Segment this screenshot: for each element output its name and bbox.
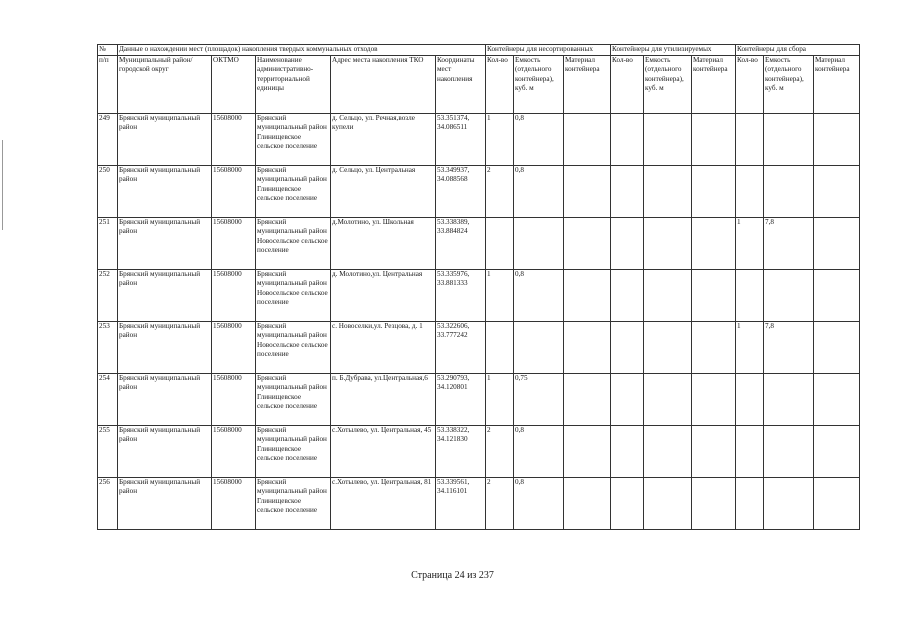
cell-recyclable-material: [692, 269, 736, 321]
cell-unsorted-material: [564, 113, 611, 165]
cell-collect-capacity: [764, 113, 814, 165]
cell-unsorted-capacity: 0,8: [514, 425, 564, 477]
cell-unsorted-count: 2: [486, 425, 514, 477]
cell-unsorted-material: [564, 269, 611, 321]
cell-territory: Брянский муниципальный район Новосельское сельское поселение: [256, 321, 331, 373]
cell-unsorted-capacity: [514, 321, 564, 373]
cell-oktmo: 15608000: [212, 269, 256, 321]
table-row: [98, 425, 860, 477]
cell-collect-count: [736, 113, 764, 165]
cell-territory: Брянский муниципальный район Глинищевское сельское поселение: [256, 113, 331, 165]
cell-collect-material: [814, 477, 860, 529]
cell-collect-material: [814, 373, 860, 425]
cell-recyclable-material: [692, 113, 736, 165]
cell-oktmo: 15608000: [212, 477, 256, 529]
cell-recyclable-capacity: [644, 321, 692, 373]
cell-oktmo: 15608000: [212, 113, 256, 165]
cell-recyclable-count: [611, 113, 644, 165]
cell-unsorted-capacity: 0,8: [514, 165, 564, 217]
table-row: [98, 477, 860, 529]
cell-address: п. Б.Дубрава, ул.Центральная,6: [331, 373, 436, 425]
cell-recyclable-material: [692, 477, 736, 529]
header-municipal: Муниципальный район/городской округ: [118, 55, 212, 113]
cell-number: 249: [98, 113, 118, 165]
header-recyclable-material: Материал контейнера: [692, 55, 736, 113]
cell-number: 256: [98, 477, 118, 529]
header-collect-count: Кол-во: [736, 55, 764, 113]
cell-coords: 53.290793, 34.120801: [436, 373, 486, 425]
cell-collect-capacity: [764, 165, 814, 217]
cell-unsorted-material: [564, 165, 611, 217]
cell-collect-capacity: [764, 477, 814, 529]
cell-recyclable-count: [611, 269, 644, 321]
cell-recyclable-count: [611, 425, 644, 477]
cell-collect-count: [736, 425, 764, 477]
cell-address: д.Молотино, ул. Школьная: [331, 217, 436, 269]
header-recyclable-capacity: Емкость (отдельного контейнера), куб. м: [644, 55, 692, 113]
cell-coords: 53.339561, 34.116101: [436, 477, 486, 529]
cell-oktmo: 15608000: [212, 321, 256, 373]
cell-recyclable-capacity: [644, 217, 692, 269]
table-row: [98, 269, 860, 321]
header-unsorted-capacity: Емкость (отдельного контейнера), куб. м: [514, 55, 564, 113]
header-pn: п/п: [98, 55, 118, 113]
header-group-location: Данные о нахождении мест (площадок) накопления твердых коммунальных отходов: [118, 45, 486, 56]
header-group-recyclable: Контейнеры для утилизируемых: [611, 45, 736, 56]
cell-collect-capacity: [764, 425, 814, 477]
header-unsorted-count: Кол-во: [486, 55, 514, 113]
header-oktmo: ОКТМО: [212, 55, 256, 113]
cell-number: 253: [98, 321, 118, 373]
cell-unsorted-material: [564, 477, 611, 529]
cell-address: д. Сельцо, ул. Речная,возле купели: [331, 113, 436, 165]
cell-recyclable-material: [692, 217, 736, 269]
cell-unsorted-count: 1: [486, 113, 514, 165]
header-row-groups: [98, 45, 860, 56]
header-unsorted-material: Материал контейнера: [564, 55, 611, 113]
cell-recyclable-capacity: [644, 269, 692, 321]
header-group-unsorted: Контейнеры для несортированных: [486, 45, 611, 56]
header-recyclable-count: Кол-во: [611, 55, 644, 113]
header-coords: Координаты мест накопления: [436, 55, 486, 113]
cell-address: д. Сельцо, ул. Центральная: [331, 165, 436, 217]
header-collect-capacity: Емкость (отдельного контейнера), куб. м: [764, 55, 814, 113]
waste-sites-table: [97, 44, 860, 530]
header-collect-material: Материал контейнера: [814, 55, 860, 113]
cell-number: 252: [98, 269, 118, 321]
cell-collect-count: [736, 477, 764, 529]
header-address: Адрес места накопления ТКО: [331, 55, 436, 113]
cell-collect-count: [736, 373, 764, 425]
cell-unsorted-count: [486, 321, 514, 373]
cell-collect-material: [814, 269, 860, 321]
cell-collect-count: [736, 269, 764, 321]
table-row: [98, 321, 860, 373]
cell-territory: Брянский муниципальный район Глинищевское сельское поселение: [256, 477, 331, 529]
cell-unsorted-capacity: [514, 217, 564, 269]
cell-unsorted-count: 2: [486, 477, 514, 529]
cell-recyclable-capacity: [644, 425, 692, 477]
cell-territory: Брянский муниципальный район Глинищевское сельское поселение: [256, 165, 331, 217]
cell-collect-capacity: 7,8: [764, 217, 814, 269]
cell-territory: Брянский муниципальный район Глинищевское сельское поселение: [256, 373, 331, 425]
cell-unsorted-capacity: 0,8: [514, 269, 564, 321]
scan-edge-line: [2, 140, 3, 230]
cell-unsorted-material: [564, 217, 611, 269]
cell-unsorted-material: [564, 321, 611, 373]
cell-unsorted-material: [564, 425, 611, 477]
cell-number: 255: [98, 425, 118, 477]
cell-coords: 53.351374, 34.086511: [436, 113, 486, 165]
cell-recyclable-capacity: [644, 477, 692, 529]
cell-address: с. Новоселки,ул. Резцова, д. 1: [331, 321, 436, 373]
cell-oktmo: 15608000: [212, 373, 256, 425]
cell-unsorted-count: 1: [486, 373, 514, 425]
cell-coords: 53.322606, 33.777242: [436, 321, 486, 373]
cell-coords: 53.335976, 33.881333: [436, 269, 486, 321]
cell-number: 254: [98, 373, 118, 425]
cell-unsorted-material: [564, 373, 611, 425]
header-row-columns: [98, 55, 860, 113]
cell-municipal: Брянский муниципальный район: [118, 217, 212, 269]
cell-collect-count: 1: [736, 217, 764, 269]
table-row: [98, 217, 860, 269]
cell-coords: 53.338322, 34.121830: [436, 425, 486, 477]
cell-unsorted-count: 2: [486, 165, 514, 217]
table-row: [98, 113, 860, 165]
cell-address: с.Хотылево, ул. Центральная, 81: [331, 477, 436, 529]
page-number: Страница 24 из 237: [411, 570, 494, 581]
cell-recyclable-count: [611, 165, 644, 217]
cell-oktmo: 15608000: [212, 165, 256, 217]
cell-collect-capacity: [764, 269, 814, 321]
cell-oktmo: 15608000: [212, 217, 256, 269]
cell-recyclable-capacity: [644, 165, 692, 217]
cell-collect-capacity: [764, 373, 814, 425]
cell-municipal: Брянский муниципальный район: [118, 373, 212, 425]
cell-address: с.Хотылево, ул. Центральная, 45: [331, 425, 436, 477]
cell-unsorted-count: [486, 217, 514, 269]
cell-municipal: Брянский муниципальный район: [118, 425, 212, 477]
table-row: [98, 373, 860, 425]
cell-recyclable-count: [611, 321, 644, 373]
cell-coords: 53.338389, 33.884824: [436, 217, 486, 269]
cell-number: 250: [98, 165, 118, 217]
cell-municipal: Брянский муниципальный район: [118, 477, 212, 529]
cell-collect-count: 1: [736, 321, 764, 373]
cell-recyclable-material: [692, 425, 736, 477]
header-num: №: [98, 45, 118, 56]
cell-recyclable-count: [611, 217, 644, 269]
cell-collect-material: [814, 425, 860, 477]
cell-unsorted-count: 1: [486, 269, 514, 321]
cell-collect-material: [814, 217, 860, 269]
table-body: [98, 113, 860, 529]
table-row: [98, 165, 860, 217]
cell-recyclable-capacity: [644, 373, 692, 425]
cell-municipal: Брянский муниципальный район: [118, 113, 212, 165]
cell-recyclable-material: [692, 373, 736, 425]
cell-collect-material: [814, 113, 860, 165]
header-territory: Наименование административно-территориальной единицы: [256, 55, 331, 113]
cell-coords: 53.349937, 34.088568: [436, 165, 486, 217]
cell-municipal: Брянский муниципальный район: [118, 269, 212, 321]
cell-number: 251: [98, 217, 118, 269]
cell-collect-count: [736, 165, 764, 217]
cell-collect-capacity: 7,8: [764, 321, 814, 373]
cell-municipal: Брянский муниципальный район: [118, 321, 212, 373]
cell-collect-material: [814, 321, 860, 373]
header-group-collect: Контейнеры для сбора: [736, 45, 860, 56]
cell-recyclable-capacity: [644, 113, 692, 165]
cell-recyclable-count: [611, 477, 644, 529]
cell-territory: Брянский муниципальный район Глинищевское сельское поселение: [256, 425, 331, 477]
cell-territory: Брянский муниципальный район Новосельское сельское поселение: [256, 217, 331, 269]
cell-collect-material: [814, 165, 860, 217]
cell-territory: Брянский муниципальный район Новосельское сельское поселение: [256, 269, 331, 321]
cell-address: д. Молотино,ул. Центральная: [331, 269, 436, 321]
cell-unsorted-capacity: 0,75: [514, 373, 564, 425]
cell-recyclable-count: [611, 373, 644, 425]
cell-recyclable-material: [692, 165, 736, 217]
cell-unsorted-capacity: 0,8: [514, 113, 564, 165]
cell-oktmo: 15608000: [212, 425, 256, 477]
cell-municipal: Брянский муниципальный район: [118, 165, 212, 217]
cell-recyclable-material: [692, 321, 736, 373]
cell-unsorted-capacity: 0,8: [514, 477, 564, 529]
